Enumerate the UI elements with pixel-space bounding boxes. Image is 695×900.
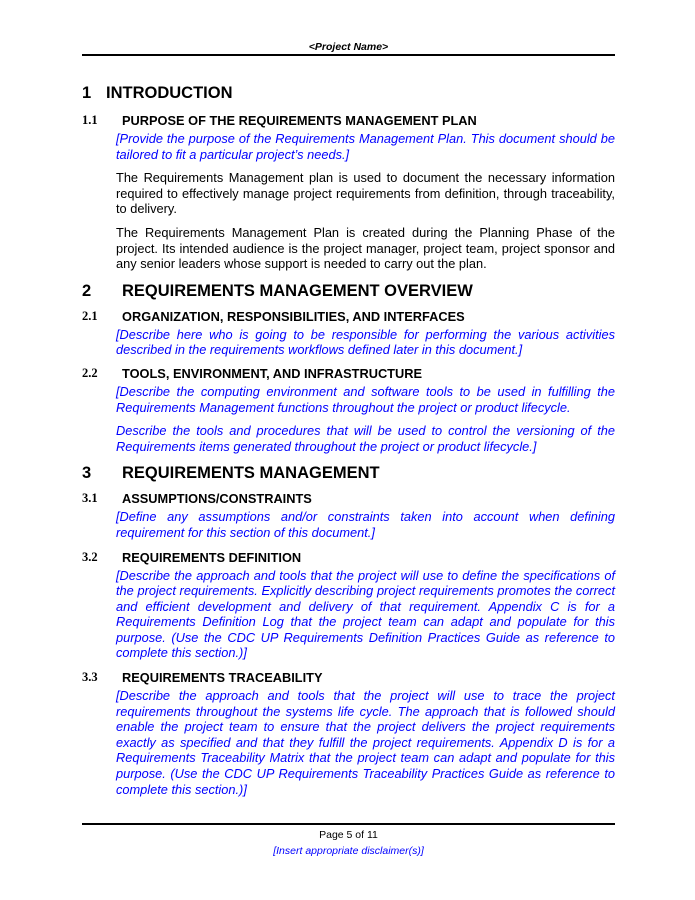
tools-instruction-2: Describe the tools and procedures that will be used to control the versioning of the Requirements items generated throughout the project or product lifecycle.] [116, 423, 615, 454]
footer-rule [82, 823, 615, 825]
heading-title: INTRODUCTION [106, 84, 233, 102]
heading-title: ASSUMPTIONS/CONSTRAINTS [122, 491, 312, 507]
tools-instruction-1: [Describe the computing environment and software tools to be used in fulfilling the Requirements Management functions throughout the project or product lifecycle. [116, 383, 615, 415]
heading-title: REQUIREMENTS DEFINITION [122, 549, 302, 565]
heading-title: TOOLS, ENVIRONMENT, AND INFRASTRUCTURE [122, 365, 423, 381]
heading-title: REQUIREMENTS TRACEABILITY [122, 670, 323, 686]
heading-number: 1.1 [82, 113, 98, 127]
heading-number: 3.1 [82, 491, 98, 506]
purpose-paragraph-1: The Requirements Management plan is used to document the necessary information required to effectively manage project requirements from definition, through traceability, to delivery. [116, 170, 615, 217]
purpose-instruction: [Provide the purpose of the Requirements Management Plan. This document should be tailored to fit a particular project’s needs.] [116, 131, 615, 162]
heading-number: 2.1 [82, 308, 98, 323]
footer-disclaimer: [Insert appropriate disclaimer(s)] [273, 845, 424, 857]
heading-overview [82, 280, 615, 302]
heading-title: ORGANIZATION, RESPONSIBILITIES, AND INTERFACES [122, 308, 465, 324]
heading-title: REQUIREMENTS MANAGEMENT [122, 464, 380, 483]
heading-definition [82, 549, 615, 566]
heading-requirements-management [82, 462, 615, 484]
heading-purpose [82, 112, 615, 129]
heading-number: 3.3 [82, 670, 98, 685]
purpose-paragraph-2: The Requirements Management Plan is created during the Planning Phase of the project. Its intended audience is the project manager, project team, project sponsor and any senior leaders whose support is needed to carry out the plan. [116, 224, 615, 272]
page-number: Page 5 of 11 [319, 829, 378, 841]
assumptions-instruction: [Define any assumptions and/or constraints taken into account when defining requirement for this section of this document.] [116, 509, 615, 540]
heading-number: 2.2 [82, 365, 98, 380]
heading-assumptions [82, 490, 615, 507]
heading-introduction [82, 82, 615, 104]
heading-number: 2 [82, 281, 92, 300]
heading-title: REQUIREMENTS MANAGEMENT OVERVIEW [122, 281, 473, 300]
heading-organization [82, 308, 615, 325]
definition-instruction: [Describe the approach and tools that the project will use to define the specifications of the project requirements. Explicitly describing project requirements promotes the correct and efficient development and delivery of that requirement. Appendix C is for a Requirements Definition Log that the project team can adapt and populate for this purpose. (Use the CDC UP Requirements Definition Practices Guide as reference to complete this section.)] [116, 567, 615, 661]
heading-traceability [82, 669, 615, 686]
header-rule [82, 54, 615, 56]
heading-number: 1 [82, 84, 92, 102]
heading-title: PURPOSE OF THE REQUIREMENTS MANAGEMENT PLAN [122, 113, 477, 128]
heading-tools [82, 365, 615, 382]
traceability-instruction: [Describe the approach and tools that the project will use to trace the project requirements throughout the systems life cycle. The approach that is followed should enable the project team to ensure that the project delivers the project requirements exactly as specified and that they fulfill the project requirements. Appendix D is for a Requirements Traceability Matrix that the project team can adapt and populate for this purpose. (Use the CDC UP Requirements Traceability Practices Guide as reference to complete this section.)] [116, 688, 615, 797]
page-content [82, 82, 615, 797]
organization-instruction: [Describe here who is going to be responsible for performing the various activities described in the requirements workflows defined later in this document.] [116, 326, 615, 358]
heading-number: 3 [82, 464, 92, 483]
heading-number: 3.2 [82, 549, 98, 564]
header-project-name: <Project Name> [308, 41, 389, 53]
